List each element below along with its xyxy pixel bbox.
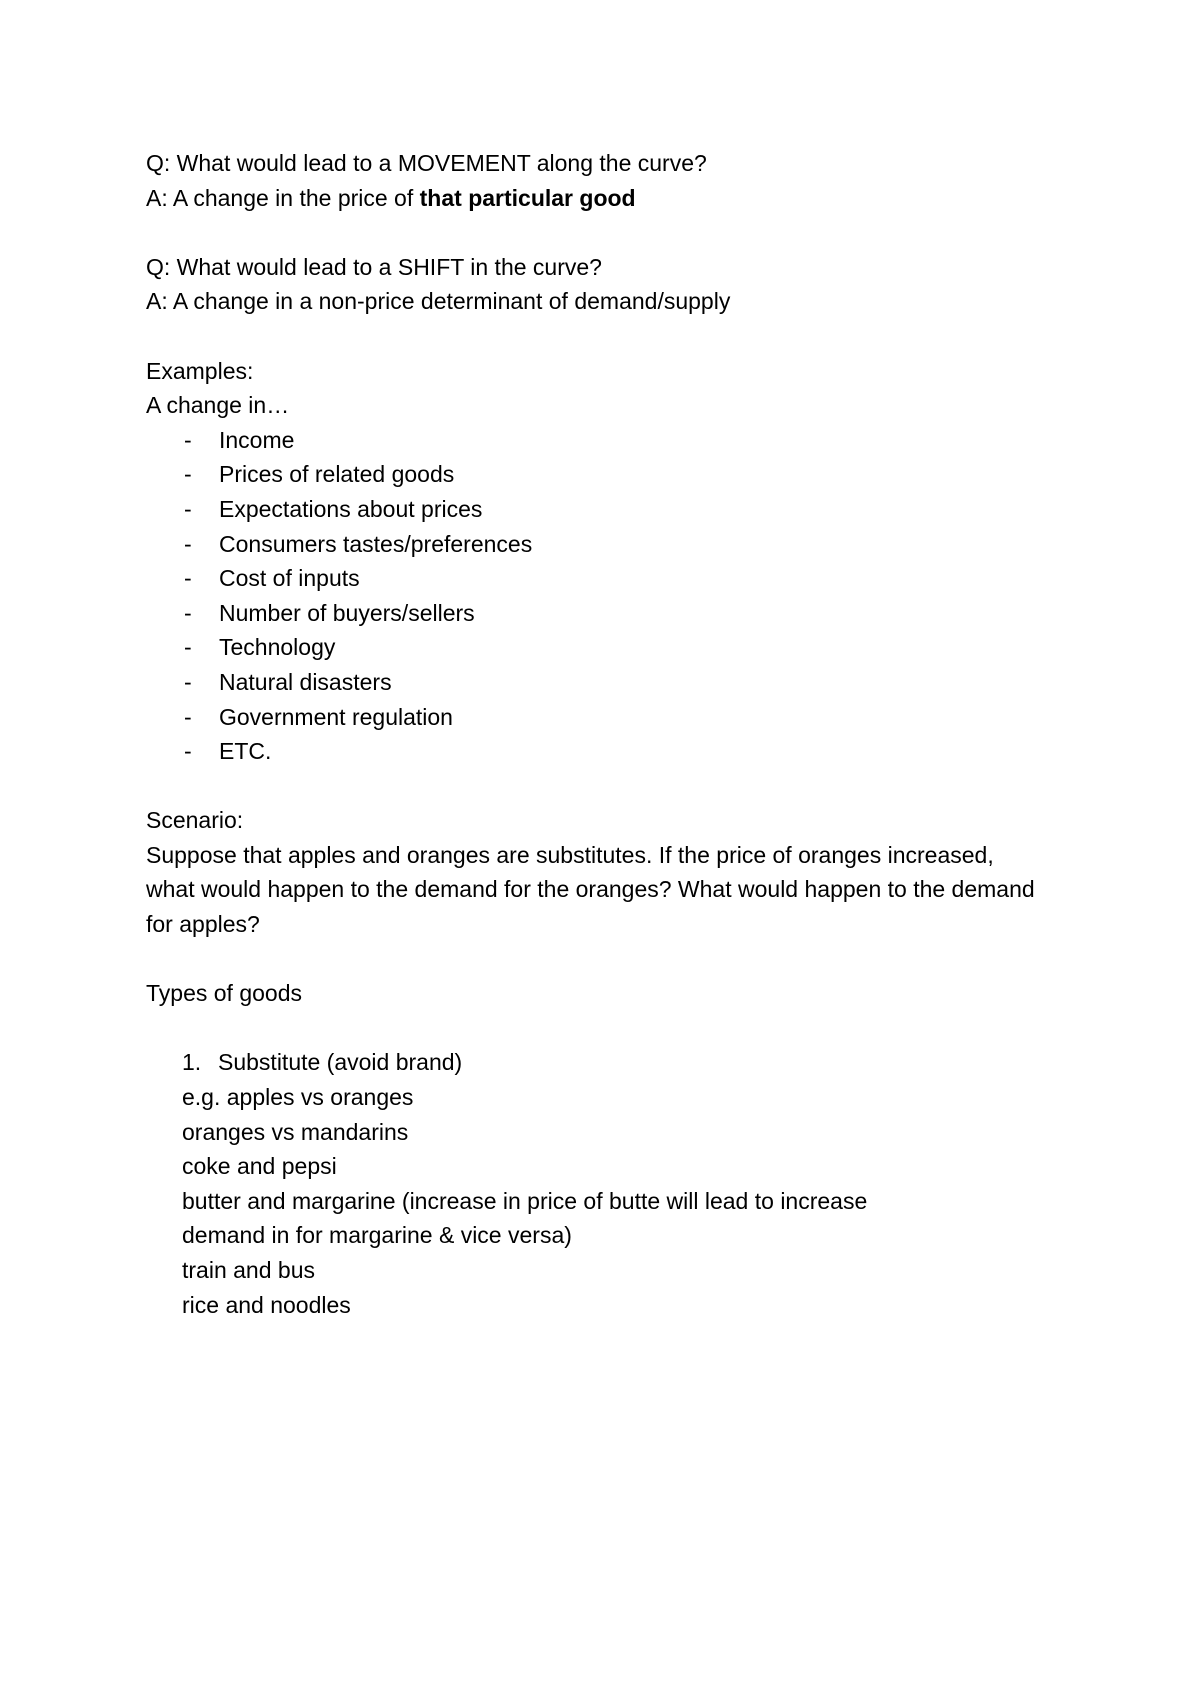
example-line: rice and noodles [182,1291,351,1318]
list-item [146,527,1066,562]
list-item-text: Expectations about prices [219,495,483,522]
list-item-text: Government regulation [219,703,453,730]
question-shift: Q: What would lead to a SHIFT in the curve? [146,253,602,280]
list-item [146,492,1066,527]
answer-shift: A: A change in a non-price determinant of demand/supply [146,288,731,315]
dash-bullet: - [184,530,192,557]
list-item-text: Natural disasters [219,668,392,695]
dash-bullet: - [184,565,192,592]
list-item [146,734,1066,769]
dash-bullet: - [184,668,192,695]
answer-movement-emphasis: that particular good [419,184,636,211]
scenario-text: Suppose that apples and oranges are substitutes. If the price of oranges increased, what would happen to the demand for the oranges? What would happen to the demand for apples? [146,841,1035,938]
examples-heading: Examples: [146,357,254,384]
spacer [146,942,1066,977]
dash-bullet: - [184,738,192,765]
list-item [146,561,1066,596]
list-item-text: Cost of inputs [219,565,360,592]
example-line: e.g. apples vs oranges [182,1084,414,1111]
example-line: butter and margarine (increase in price of butte will lead to increase [182,1187,868,1214]
numbered-item [146,1045,1066,1080]
question-movement: Q: What would lead to a MOVEMENT along the curve? [146,150,707,176]
list-item-text: Number of buyers/sellers [219,599,475,626]
dash-bullet: - [184,495,192,522]
answer-movement [146,181,1066,216]
document-page [146,146,1066,1322]
scenario-heading: Scenario: [146,807,244,834]
substitute-examples [146,1080,1066,1322]
list-item [146,596,1066,631]
example-line: train and bus [182,1257,315,1283]
list-item [146,665,1066,700]
spacer [146,215,1066,250]
dash-bullet: - [184,634,192,661]
spacer [146,319,1066,354]
list-item [146,423,1066,458]
list-item [146,457,1066,492]
spacer [146,769,1066,804]
list-item-text: Income [219,426,295,453]
dash-bullet: - [184,426,192,453]
dash-bullet: - [184,599,192,626]
example-line: demand in for margarine & vice versa) [182,1222,572,1249]
list-item [146,630,1066,665]
list-item-text: Technology [219,634,336,661]
example-line: coke and pepsi [182,1153,337,1180]
item-number: 1. [182,1049,202,1076]
list-item-text: Consumers tastes/preferences [219,530,533,557]
example-line: oranges vs mandarins [182,1118,409,1145]
list-item [146,700,1066,735]
examples-list [146,423,1066,769]
answer-movement-text: A: A change in the price of [146,184,420,211]
item-label: Substitute (avoid brand) [218,1049,463,1076]
spacer [146,1011,1066,1046]
list-item-text: ETC. [219,738,272,765]
examples-intro: A change in… [146,392,290,419]
dash-bullet: - [184,461,192,488]
dash-bullet: - [184,703,192,730]
types-heading: Types of goods [146,980,302,1007]
list-item-text: Prices of related goods [219,461,455,488]
